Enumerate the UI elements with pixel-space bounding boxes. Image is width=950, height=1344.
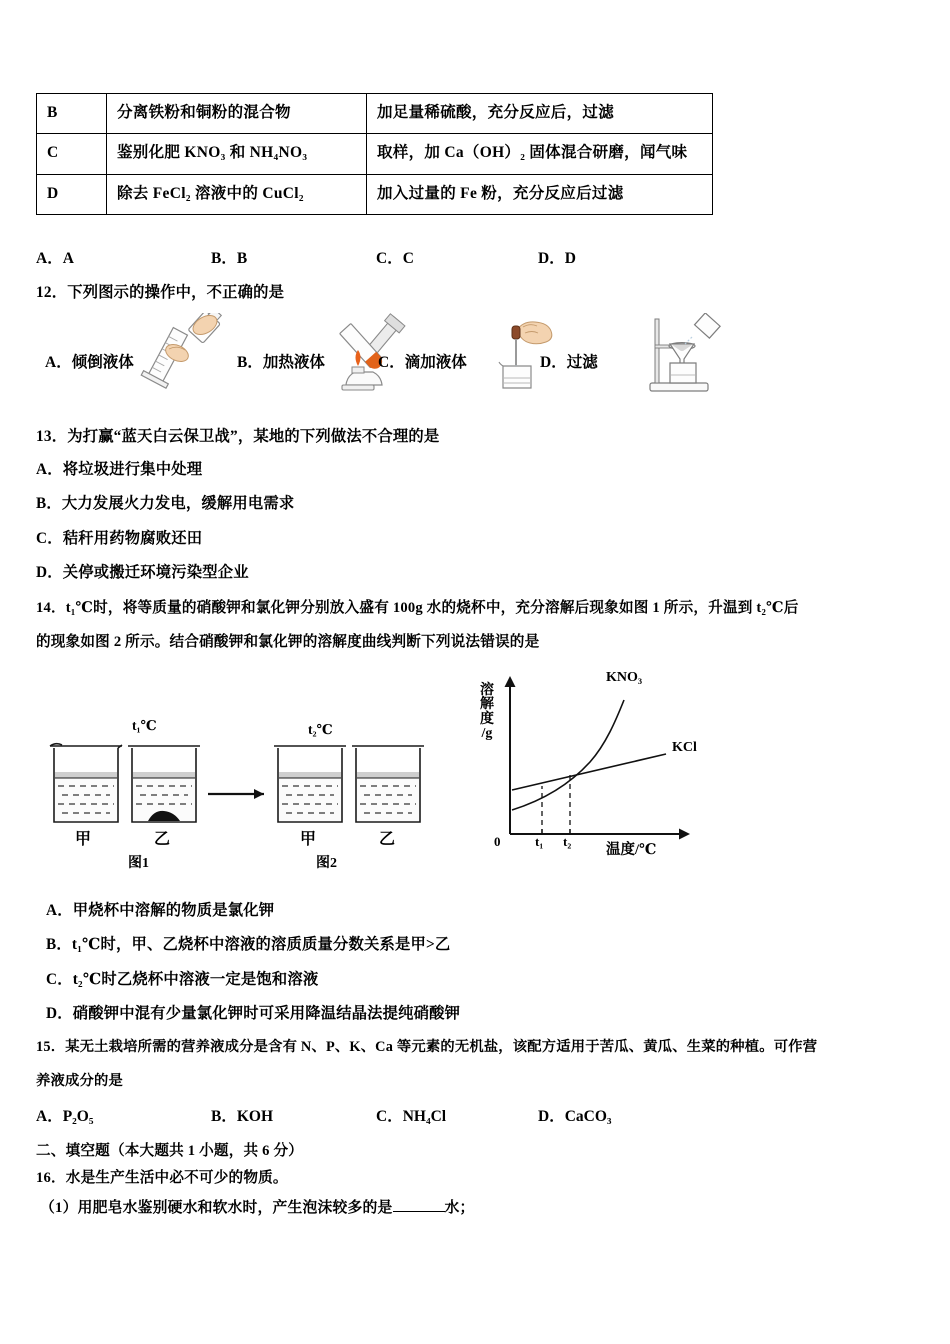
chart-legend-kno3: KNO₃ (606, 670, 643, 685)
chart-x-axis-label: 温度/℃ (606, 842, 657, 858)
q13-option-d[interactable]: D．关停或搬迁环境污染型企业 (36, 564, 249, 581)
chart-xtick-t1: t₁ (535, 834, 544, 849)
table-cell-option: C (37, 134, 107, 174)
q15-stem-line2: 养液成分的是 (36, 1073, 123, 1089)
figure2-beaker-jia-label: 甲 (300, 831, 317, 848)
table-cell-method: 取样，加 Ca（OH）₂ 固体混合研磨，闻气味 (367, 134, 713, 174)
figure2-beaker-yi-label: 乙 (379, 831, 396, 848)
chart-xtick-t2: t₂ (563, 834, 572, 849)
chart-legend-kcl: KCl (672, 740, 697, 755)
figure1-beaker-yi (128, 746, 200, 822)
solubility-curve-chart (466, 662, 756, 862)
figure2-temperature-label: t₂℃ (308, 722, 333, 737)
q15-option-c[interactable]: C．NH₄Cl (376, 1108, 447, 1125)
q11-option-a[interactable]: A．A (36, 250, 74, 267)
q13-option-c[interactable]: C．秸秆用药物腐败还田 (36, 530, 203, 547)
chart-origin-label: 0 (494, 834, 501, 849)
q11-option-c[interactable]: C．C (376, 250, 414, 267)
table-cell-goal: 分离铁粉和铜粉的混合物 (107, 94, 367, 134)
pouring-liquid-icon (133, 313, 229, 396)
figure1-beaker-yi-label: 乙 (154, 831, 171, 848)
q16-stem: 16．水是生产生活中必不可少的物质。 (36, 1170, 288, 1186)
q14-option-d[interactable]: D．硝酸钾中混有少量氯化钾时可采用降温结晶法提纯硝酸钾 (46, 1005, 461, 1022)
q15-option-b[interactable]: B．KOH (211, 1108, 274, 1125)
q14-option-b[interactable]: B．t₁℃时，甲、乙烧杯中溶液的溶质质量分数关系是甲>乙 (46, 936, 451, 953)
q16-sub1-text-before: （1）用肥皂水鉴别硬水和软水时，产生泡沫较多的是 (40, 1200, 393, 1216)
figure2-beaker-jia (274, 746, 346, 822)
q11-option-b[interactable]: B．B (211, 250, 248, 267)
figure1-beaker-jia (50, 744, 122, 822)
q14-beaker-figures (36, 700, 456, 880)
q14-option-c[interactable]: C．t₂℃时乙烧杯中溶液一定是饱和溶液 (46, 971, 319, 988)
q16-sub1 (40, 1196, 475, 1217)
table-cell-goal: 除去 FeCl₂ 溶液中的 CuCl₂ (107, 174, 367, 214)
q12-option-b-label[interactable]: B．加热液体 (237, 354, 325, 371)
q12-stem: 12．下列图示的操作中，不正确的是 (36, 284, 285, 301)
q15-option-d[interactable]: D．CaCO₃ (538, 1108, 612, 1125)
q13-stem: 13．为打赢“蓝天白云保卫战”，某地的下列做法不合理的是 (36, 428, 440, 445)
q13-option-a[interactable]: A．将垃圾进行集中处理 (36, 461, 203, 478)
table-cell-option: D (37, 174, 107, 214)
figure1-temperature-label: t₁℃ (132, 718, 157, 733)
q16-sub1-text-after: 水； (444, 1200, 475, 1216)
table-cell-method: 加足量稀硫酸，充分反应后，过滤 (367, 94, 713, 134)
q14-stem-line2: 的现象如图 2 所示。结合硝酸钾和氯化钾的溶解度曲线判断下列说法错误的是 (36, 634, 540, 650)
q16-answer-blank[interactable] (393, 1199, 445, 1212)
figure1-beaker-jia-label: 甲 (75, 831, 92, 848)
q12-option-a-label[interactable]: A．倾倒液体 (45, 354, 134, 371)
figure1-caption: 图1 (128, 856, 149, 871)
q11-options-row (36, 246, 916, 268)
figure2-caption: 图2 (316, 856, 337, 871)
q14-stem-line1: 14．t₁℃时，将等质量的硝酸钾和氯化钾分别放入盛有 100g 水的烧杯中，充分溶解后现象如图 1 所示，升温到 t₂℃后 (36, 600, 799, 616)
table-row (37, 134, 713, 174)
section2-heading: 二、填空题（本大题共 1 小题，共 6 分） (36, 1143, 304, 1159)
q13-option-b[interactable]: B．大力发展火力发电，缓解用电需求 (36, 495, 295, 512)
q12-option-c-label[interactable]: C．滴加液体 (378, 354, 467, 371)
q15-options-row (36, 1104, 916, 1126)
process-arrow (208, 789, 264, 799)
figure2-beaker-yi (352, 746, 424, 822)
filtration-icon (630, 313, 726, 400)
table-cell-goal: 鉴别化肥 KNO₃ 和 NH₄NO₃ (107, 134, 367, 174)
chart-y-axis-label: 溶 解 度 /g (480, 683, 494, 742)
q15-option-a[interactable]: A．P₂O₅ (36, 1108, 94, 1125)
table-row (37, 94, 713, 134)
experiment-options-table (36, 93, 713, 215)
q14-option-a[interactable]: A．甲烧杯中溶解的物质是氯化钾 (46, 902, 275, 919)
table-row (37, 174, 713, 214)
q11-option-d[interactable]: D．D (538, 250, 576, 267)
table-cell-method: 加入过量的 Fe 粉，充分反应后过滤 (367, 174, 713, 214)
q12-option-d-label[interactable]: D．过滤 (540, 354, 598, 371)
q15-stem-line1: 15．某无土栽培所需的营养液成分是含有 N、P、K、Ca 等元素的无机盐，该配方适用于苦瓜、黄瓜、生菜的种植。可作营 (36, 1039, 818, 1055)
table-cell-option: B (37, 94, 107, 134)
